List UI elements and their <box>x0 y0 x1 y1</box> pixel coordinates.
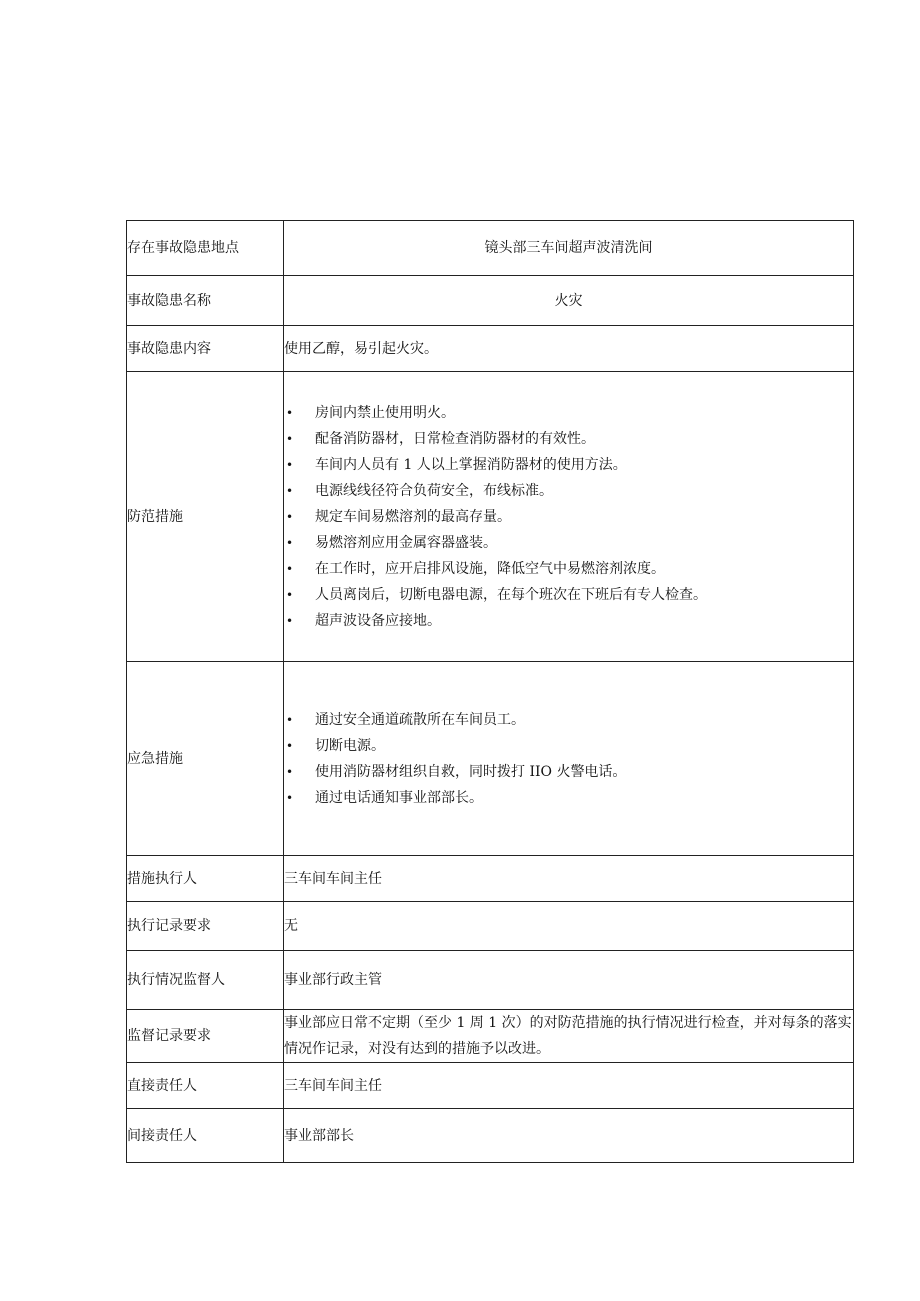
row-direct-responsible <box>127 1063 854 1109</box>
hazard-content-value: 使用乙醇，易引起火灾。 <box>284 326 854 372</box>
hazard-name-label: 事故隐患名称 <box>127 276 284 326</box>
list-item-text: 切断电源。 <box>315 737 385 754</box>
bullet-icon: • <box>286 790 294 805</box>
list-item <box>284 530 853 556</box>
indirect-responsible-value: 事业部部长 <box>284 1109 854 1163</box>
prevention-list <box>284 400 853 634</box>
list-item-text: 通过电话通知事业部部长。 <box>315 789 483 806</box>
bullet-icon: • <box>286 535 294 550</box>
list-item <box>284 785 853 811</box>
emergency-label: 应急措施 <box>127 662 284 856</box>
row-hazard-content <box>127 326 854 372</box>
list-item-text: 通过安全通道疏散所在车间员工。 <box>315 711 525 728</box>
list-item <box>284 608 853 634</box>
direct-responsible-value: 三车间车间主任 <box>284 1063 854 1109</box>
prevention-label: 防范措施 <box>127 372 284 662</box>
list-item-text: 使用消防器材组织自救，同时拨打 IIO 火警电话。 <box>315 763 627 780</box>
bullet-icon: • <box>286 509 294 524</box>
row-indirect-responsible <box>127 1109 854 1163</box>
supervisor-label: 执行情况监督人 <box>127 951 284 1010</box>
list-item-text: 电源线线径符合负荷安全，布线标准。 <box>315 482 553 499</box>
row-supervisor <box>127 951 854 1010</box>
hazard-name-value: 火灾 <box>284 276 854 326</box>
list-item <box>284 452 853 478</box>
bullet-icon: • <box>286 457 294 472</box>
bullet-icon: • <box>286 431 294 446</box>
supervision-record-label: 监督记录要求 <box>127 1010 284 1063</box>
location-value: 镜头部三车间超声波清洗间 <box>284 221 854 276</box>
list-item <box>284 759 853 785</box>
list-item-text: 配备消防器材，日常检查消防器材的有效性。 <box>315 430 595 447</box>
bullet-icon: • <box>286 405 294 420</box>
emergency-list <box>284 707 853 811</box>
list-item <box>284 707 853 733</box>
execution-record-value: 无 <box>284 902 854 951</box>
list-item <box>284 400 853 426</box>
list-item <box>284 478 853 504</box>
list-item-text: 房间内禁止使用明火。 <box>315 404 455 421</box>
list-item-text: 超声波设备应接地。 <box>315 612 441 629</box>
row-prevention <box>127 372 854 662</box>
execution-record-label: 执行记录要求 <box>127 902 284 951</box>
prevention-value <box>284 372 854 662</box>
row-execution-record <box>127 902 854 951</box>
supervisor-value: 事业部行政主管 <box>284 951 854 1010</box>
bullet-icon: • <box>286 764 294 779</box>
list-item <box>284 426 853 452</box>
list-item <box>284 504 853 530</box>
bullet-icon: • <box>286 738 294 753</box>
list-item <box>284 556 853 582</box>
row-executor <box>127 856 854 902</box>
list-item-text: 车间内人员有 1 人以上掌握消防器材的使用方法。 <box>315 456 627 473</box>
bullet-icon: • <box>286 712 294 727</box>
list-item-text: 人员离岗后，切断电器电源，在每个班次在下班后有专人检查。 <box>315 586 707 603</box>
direct-responsible-label: 直接责任人 <box>127 1063 284 1109</box>
bullet-icon: • <box>286 561 294 576</box>
hazard-content-label: 事故隐患内容 <box>127 326 284 372</box>
executor-label: 措施执行人 <box>127 856 284 902</box>
location-label: 存在事故隐患地点 <box>127 221 284 276</box>
list-item <box>284 733 853 759</box>
list-item-text: 规定车间易燃溶剂的最高存量。 <box>315 508 511 525</box>
bullet-icon: • <box>286 613 294 628</box>
emergency-value <box>284 662 854 856</box>
list-item-text: 在工作时，应开启排风设施，降低空气中易燃溶剂浓度。 <box>315 560 665 577</box>
row-location <box>127 221 854 276</box>
list-item-text: 易燃溶剂应用金属容器盛装。 <box>315 534 497 551</box>
row-hazard-name <box>127 276 854 326</box>
bullet-icon: • <box>286 587 294 602</box>
list-item <box>284 582 853 608</box>
row-emergency <box>127 662 854 856</box>
supervision-record-value: 事业部应日常不定期（至少 1 周 1 次）的对防范措施的执行情况进行检查，并对每条的落实情况作记录，对没有达到的措施予以改进。 <box>284 1010 854 1063</box>
row-supervision-record <box>127 1010 854 1063</box>
executor-value: 三车间车间主任 <box>284 856 854 902</box>
bullet-icon: • <box>286 483 294 498</box>
indirect-responsible-label: 间接责任人 <box>127 1109 284 1163</box>
hazard-table <box>126 220 854 1163</box>
